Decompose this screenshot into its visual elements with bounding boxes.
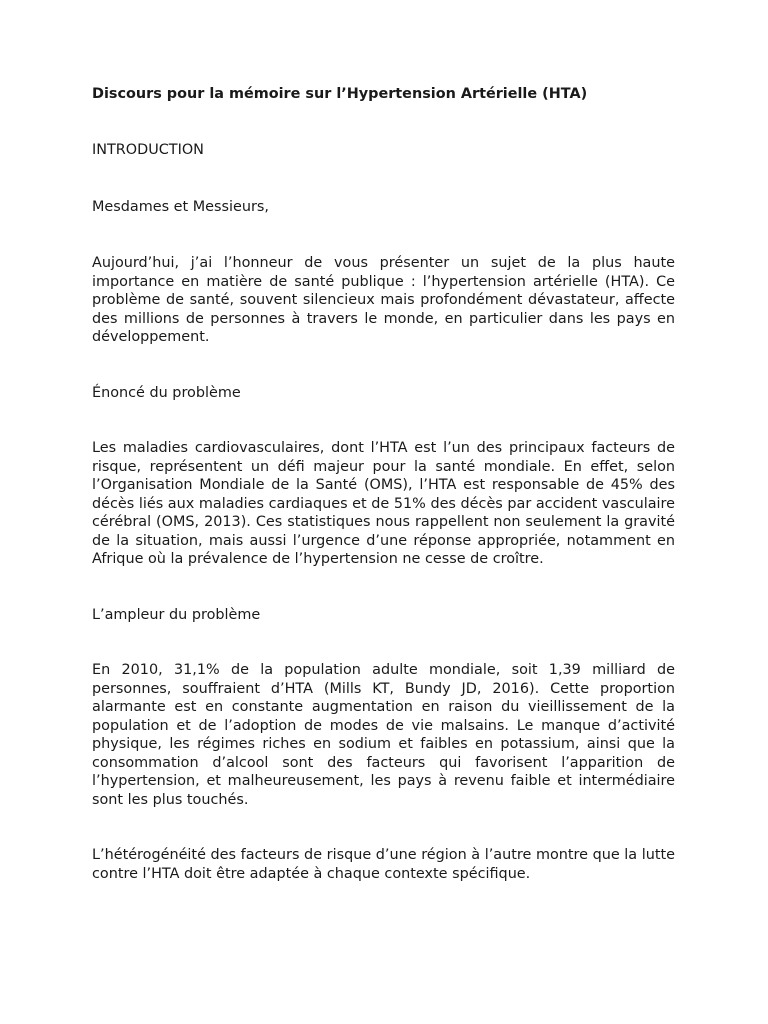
heterogeneity-paragraph: L’hétérogénéité des facteurs de risque d’une région à l’autre montre que la lutte contre l’HTA doit être adaptée à chaque contexte spécifique. (92, 847, 675, 882)
problem-scale-paragraph: En 2010, 31,1% de la population adulte mondiale, soit 1,39 milliard de personnes, souffraient d’HTA (Mills KT, Bundy JD, 2016). Cette proportion alarmante est en constante augmentation en raison du vieillissement de la population et de l’adoption de modes de vie malsains. Le manque d’activité physique, les régimes riches en sodium et faibles en potassium, ainsi que la consommation d’alcool sont des facteurs qui favorisent l’apparition de l’hypertension, et malheureusement, les pays à revenu faible et intermédiaire sont les plus touchés. (92, 662, 675, 808)
introduction-paragraph: Aujourd’hui, j’ai l’honneur de vous présenter un sujet de la plus haute importance en matière de santé publique : l’hypertension artérielle (HTA). Ce problème de santé, souvent silencieux mais profondément dévastateur, affecte des millions de personnes à travers le monde, en particulier dans les pays en développement. (92, 255, 675, 345)
problem-statement-paragraph: Les maladies cardiovasculaires, dont l’HTA est l’un des principaux facteurs de risque, représentent un défi majeur pour la santé mondiale. En effet, selon l’Organisation Mondiale de la Santé (OMS), l’HTA est responsable de 45% des décès liés aux maladies cardiaques et de 51% des décès par accident vasculaire cérébral (OMS, 2013). Ces statistiques nous rappellent non seulement la gravité de la situation, mais aussi l’urgence d’une réponse appropriée, notamment en Afrique où la prévalence de l’hypertension ne cesse de croître. (92, 440, 675, 567)
document-title: Discours pour la mémoire sur l’Hypertension Artérielle (HTA) (92, 86, 588, 102)
greeting: Mesdames et Messieurs, (92, 198, 269, 215)
document-page (92, 84, 675, 883)
problem-statement-heading: Énoncé du problème (92, 384, 241, 401)
problem-scale-heading: L’ampleur du problème (92, 606, 261, 623)
introduction-heading: INTRODUCTION (92, 142, 204, 158)
